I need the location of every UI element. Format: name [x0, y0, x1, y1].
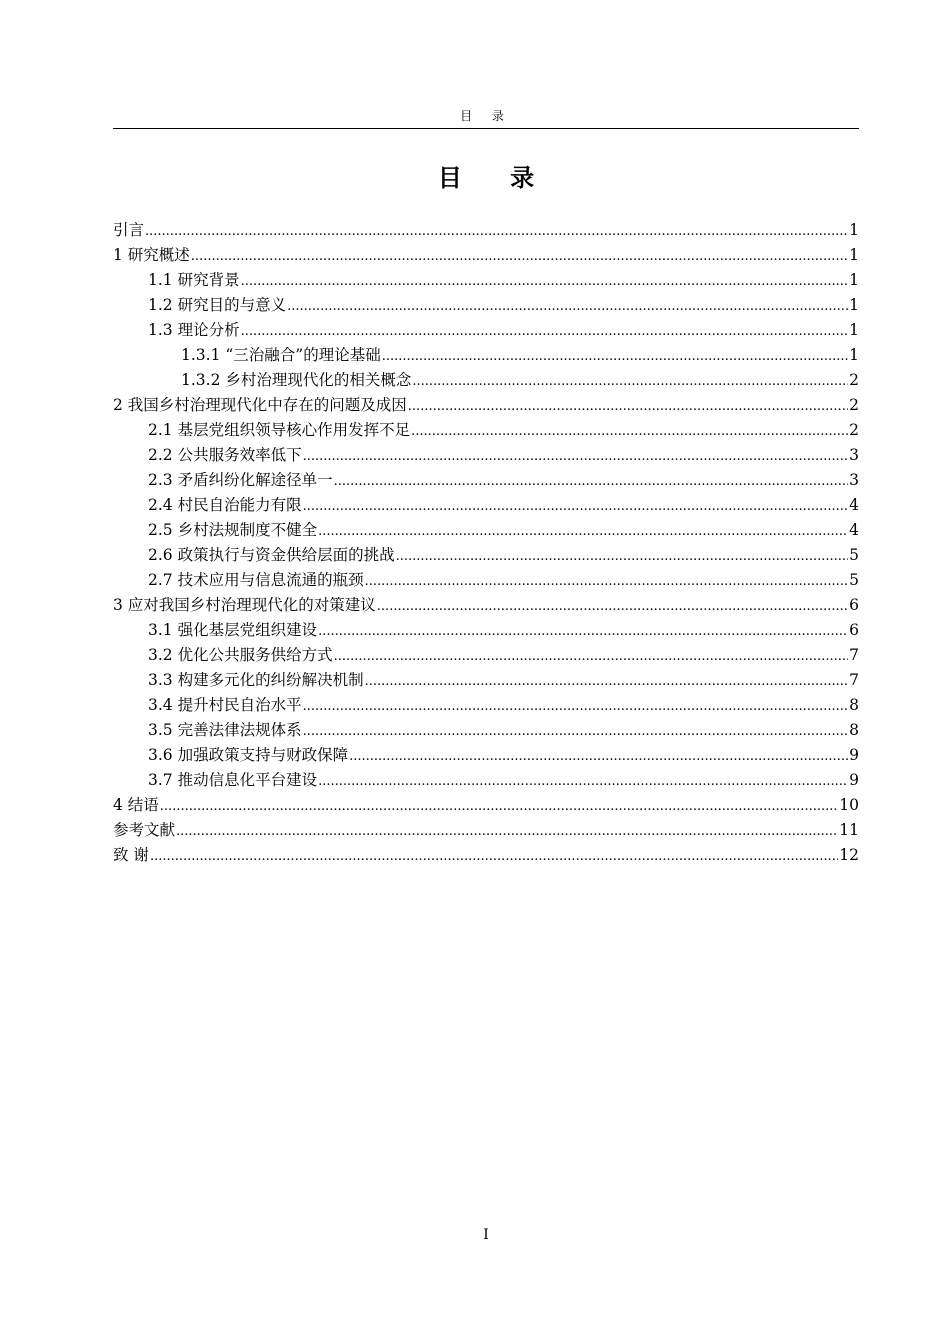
toc-entry-1-3-1[interactable] [113, 343, 859, 368]
toc-entry-3-3[interactable] [113, 668, 859, 693]
toc-entry-2-5[interactable] [113, 518, 859, 543]
toc-entry-page: 1 [849, 321, 859, 339]
toc-leader-dots [334, 643, 849, 669]
toc-entry-2-1[interactable] [113, 418, 859, 443]
toc-entry-label: 1 研究概述 [113, 246, 190, 264]
running-header: 目 录 [460, 109, 512, 123]
toc-entry-3[interactable] [113, 593, 859, 618]
toc-entry-page: 2 [849, 371, 859, 389]
toc-entry-2-7[interactable] [113, 568, 859, 593]
toc-entry-label: 2.1 基层党组织领导核心作用发挥不足 [148, 421, 411, 439]
toc-entry-label: 3.4 提升村民自治水平 [148, 696, 302, 714]
toc-entry-label: 1.3.1 “三治融合”的理论基础 [181, 346, 381, 364]
toc-leader-dots [150, 843, 838, 869]
toc-leader-dots [191, 243, 848, 269]
toc-leader-dots [318, 768, 848, 794]
toc-entry-page: 4 [849, 521, 859, 539]
page-title: 目 录 [437, 163, 555, 192]
toc-entry-label: 2.6 政策执行与资金供给层面的挑战 [148, 546, 395, 564]
toc-entry-1[interactable] [113, 243, 859, 268]
toc-entry-3-1[interactable] [113, 618, 859, 643]
toc-entry-label: 3.6 加强政策支持与财政保障 [148, 746, 349, 764]
toc-entry-1-1[interactable] [113, 268, 859, 293]
toc-entry-page: 7 [849, 671, 859, 689]
toc-entry-page: 7 [849, 646, 859, 664]
toc-entry-2-3[interactable] [113, 468, 859, 493]
toc-entry-3-4[interactable] [113, 693, 859, 718]
header-rule [113, 128, 859, 129]
toc-entry-page: 9 [849, 746, 859, 764]
toc-leader-dots [412, 368, 848, 394]
toc-entry-label: 3.7 推动信息化平台建设 [148, 771, 318, 789]
toc-leader-dots [377, 593, 848, 619]
toc-entry-label: 3 应对我国乡村治理现代化的对策建议 [113, 596, 376, 614]
toc-entry-page: 8 [849, 696, 859, 714]
toc-entry-label: 2.4 村民自治能力有限 [148, 496, 302, 514]
toc-entry-page: 3 [849, 471, 859, 489]
toc-entry-1-3-2[interactable] [113, 368, 859, 393]
toc-entry-label: 致 谢 [113, 846, 149, 864]
toc-entry-2-6[interactable] [113, 543, 859, 568]
toc-entry-page: 4 [849, 496, 859, 514]
toc-entry-label: 2.7 技术应用与信息流通的瓶颈 [148, 571, 364, 589]
toc-entry-page: 1 [849, 296, 859, 314]
toc-entry-3-5[interactable] [113, 718, 859, 743]
toc-leader-dots [176, 818, 838, 844]
toc-leader-dots [145, 218, 848, 244]
toc-entry-label: 3.5 完善法律法规体系 [148, 721, 302, 739]
toc-leader-dots [241, 318, 849, 344]
toc-leader-dots [241, 268, 849, 294]
toc-entry-label: 3.1 强化基层党组织建设 [148, 621, 318, 639]
toc-entry-page: 2 [849, 396, 859, 414]
toc-entry-3-2[interactable] [113, 643, 859, 668]
toc-entry-page: 10 [839, 796, 859, 814]
toc-entry-label: 参考文献 [113, 821, 176, 839]
toc-entry-acknowledgements[interactable] [113, 843, 859, 868]
toc-leader-dots [318, 518, 848, 544]
toc-entry-page: 8 [849, 721, 859, 739]
toc-leader-dots [318, 618, 848, 644]
toc-leader-dots [408, 393, 848, 419]
toc-entry-page: 1 [849, 271, 859, 289]
toc-entry-2-4[interactable] [113, 493, 859, 518]
toc-entry-page: 1 [849, 221, 859, 239]
toc-leader-dots [349, 743, 848, 769]
toc-entry-page: 6 [849, 621, 859, 639]
toc-entry-page: 1 [849, 246, 859, 264]
toc-entry-label: 2 我国乡村治理现代化中存在的问题及成因 [113, 396, 407, 414]
toc-entry-label: 引言 [113, 221, 145, 239]
toc-leader-dots [303, 718, 849, 744]
toc-entry-2-2[interactable] [113, 443, 859, 468]
toc-leader-dots [365, 668, 849, 694]
toc-entry-page: 11 [839, 821, 859, 839]
toc-entry-4[interactable] [113, 793, 859, 818]
toc-entry-label: 1.2 研究目的与意义 [148, 296, 287, 314]
toc-entry-label: 1.3.2 乡村治理现代化的相关概念 [181, 371, 412, 389]
toc-entry-label: 1.1 研究背景 [148, 271, 240, 289]
toc-entry-label: 1.3 理论分析 [148, 321, 240, 339]
toc-leader-dots [303, 443, 849, 469]
toc-leader-dots [287, 293, 848, 319]
toc-entry-page: 9 [849, 771, 859, 789]
toc-leader-dots [365, 568, 849, 594]
toc-leader-dots [160, 793, 838, 819]
toc-entry-label: 2.5 乡村法规制度不健全 [148, 521, 318, 539]
toc-leader-dots [303, 493, 849, 519]
toc-entry-label: 3.2 优化公共服务供给方式 [148, 646, 333, 664]
toc-entry-page: 6 [849, 596, 859, 614]
toc-entry-1-2[interactable] [113, 293, 859, 318]
toc-leader-dots [411, 418, 848, 444]
toc-entry-page: 5 [849, 546, 859, 564]
toc-entry-label: 3.3 构建多元化的纠纷解决机制 [148, 671, 364, 689]
toc-leader-dots [334, 468, 849, 494]
toc-entry-3-6[interactable] [113, 743, 859, 768]
toc-entry-label: 2.3 矛盾纠纷化解途径单一 [148, 471, 333, 489]
page-number: I [483, 1227, 489, 1243]
toc-entry-page: 3 [849, 446, 859, 464]
toc-entry-label: 2.2 公共服务效率低下 [148, 446, 302, 464]
toc-entry-page: 1 [849, 346, 859, 364]
toc-entry-2[interactable] [113, 393, 859, 418]
toc-leader-dots [382, 343, 848, 369]
toc-entry-page: 12 [839, 846, 859, 864]
toc-entry-intro[interactable] [113, 218, 859, 243]
toc-entry-page: 2 [849, 421, 859, 439]
toc-entry-label: 4 结语 [113, 796, 159, 814]
toc-entry-references[interactable] [113, 818, 859, 843]
toc-entry-3-7[interactable] [113, 768, 859, 793]
toc-leader-dots [303, 693, 849, 719]
toc-entry-1-3[interactable] [113, 318, 859, 343]
toc-entry-page: 5 [849, 571, 859, 589]
table-of-contents [113, 218, 859, 868]
toc-leader-dots [396, 543, 849, 569]
